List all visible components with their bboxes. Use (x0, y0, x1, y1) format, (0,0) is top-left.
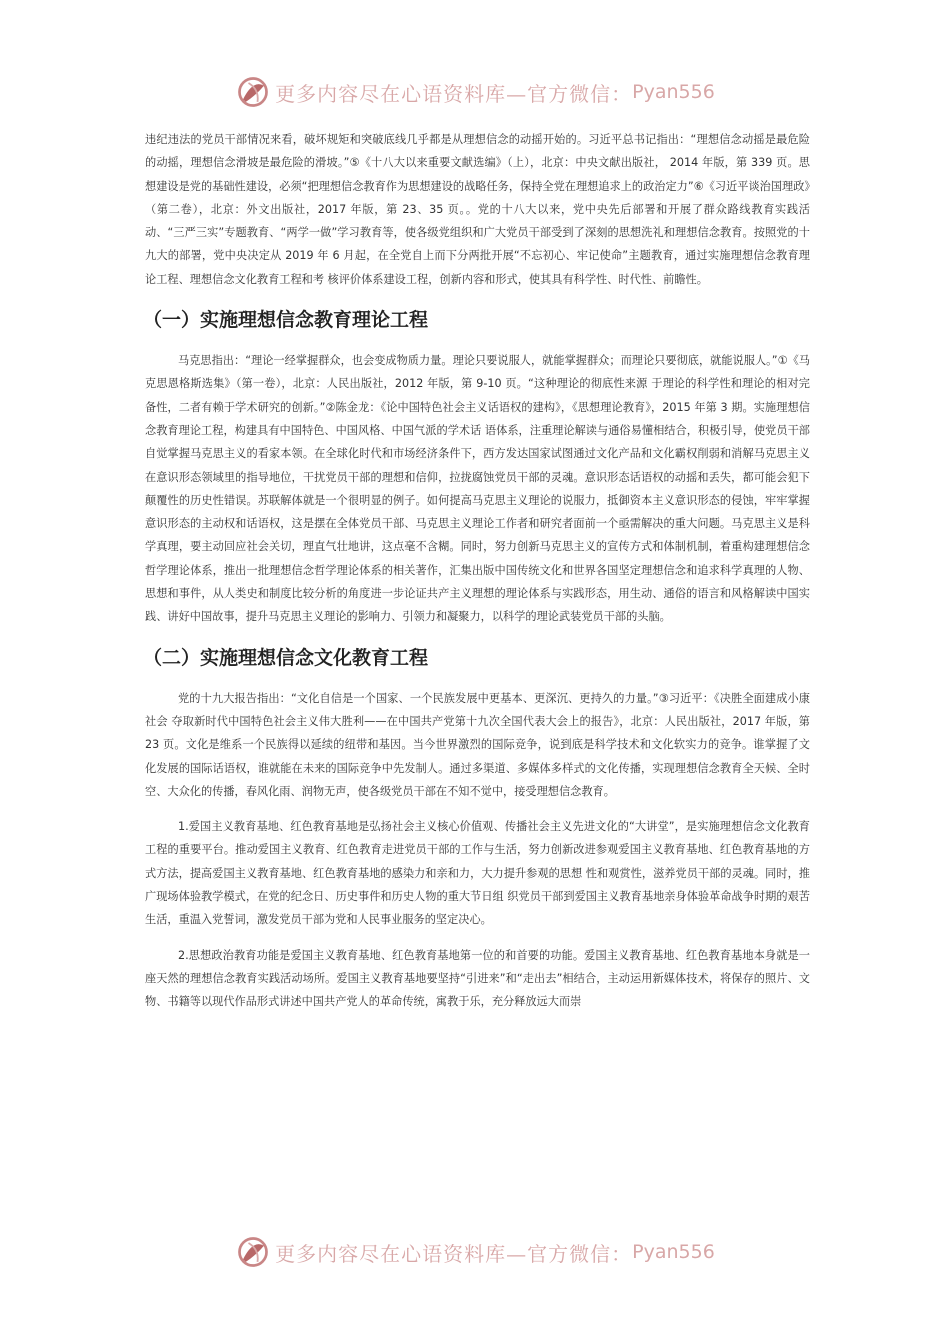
section-heading-culture: （二）实施理想信念文化教育工程 (143, 646, 429, 669)
paragraph-culture: 党的十九大报告指出：“文化自信是一个国家、一个民族发展中更基本、更深沉、更持久的力量。”③习近平：《决胜全面建成小康社会 夺取新时代中国特色社会主义伟大胜利——在中国共产党第十九次全国代表大会上的报告》，北京：人民出版社，2017 年版，第 23 页。文化是维系一个民族得以延续的纽带和基因。当今世界激烈的国际竞争，说到底是科学技术和文化软实力的竞争。谁掌握了文化发展的国际话语权，谁就能在未来的国际竞争中先发制人。通过多渠道、多媒体多样式的文化传播，实现理想信念教育全天候、全时空、大众化的传播，春风化雨、润物无声，使各级党员干部在不知不觉中，接受理想信念教育。 (145, 691, 810, 798)
watermark-wechat-id: Pyan556 (632, 1241, 715, 1263)
seal-swirl-icon (235, 74, 271, 110)
watermark-footer (0, 1232, 950, 1272)
watermark-wechat-id: Pyan556 (632, 81, 715, 103)
paragraph-theory: 马克思指出：“理论一经掌握群众，也会变成物质力量。理论只要说服人，就能掌握群众；而理论只要彻底，就能说服人。”①《马克思恩格斯选集》（第一卷），北京：人民出版社，2012 年版，第 9-10 页。“这种理论的彻底性来源 于理论的科学性和理论的相对完备性，二者有赖于学术研究的创新。”②陈金龙：《论中国特色社会主义话语权的建构》，《思想理论教育》，2015 年第 3 期。实施理想信念教育理论工程，构建具有中国特色、中国风格、中国气派的学术话 语体系，注重理论解读与通俗易懂相结合，积极引导，使党员干部自觉掌握马克思主义的看家本领。在全球化时代和市场经济条件下，西方发达国家试图通过文化产品和文化霸权削弱和消解马克思主义在意识形态领域里的指导地位，干扰党员干部的理想和信仰，拉拢腐蚀党员干部的灵魂。意识形态话语权的动摇和丢失，都可能会犯下颠覆性的历史性错误。苏联解体就是一个很明显的例子。如何提高马克思主义理论的说服力，抵御资本主义意识形态的侵蚀，牢牢掌握意识形态的主动权和话语权，这是摆在全体党员干部、马克思主义理论工作者和研究者面前一个亟需解决的重大问题。马克思主义是科学真理，要主动回应社会关切，理直气壮地讲，这点毫不含糊。同时，努力创新马克思主义的宣传方式和体制机制，着重构建理想信念哲学理论体系，推出一批理想信念哲学理论体系的相关著作，汇集出版中国传统文化和世界各国坚定理想信念和追求科学真理的人物、思想和事件，从人类史和制度比较分析的角度进一步论证共产主义理想的理论体系与实践形态，用生动、通俗的语言和风格解读中国实践、讲好中国故事，提升马克思主义理论的影响力、引领力和凝聚力，以科学的理论武装党员干部的头脑。 (145, 354, 810, 624)
section-heading-theory: （一）实施理想信念教育理论工程 (143, 309, 429, 332)
watermark-header (0, 72, 950, 112)
watermark-text: 更多内容尽在心语资料库—官方微信： (275, 81, 633, 106)
watermark-text: 更多内容尽在心语资料库—官方微信： (275, 1241, 633, 1266)
paragraph-intro: 违纪违法的党员干部情况来看，破坏规矩和突破底线几乎都是从理想信念的动摇开始的。习近平总书记指出：“理想信念动摇是最危险的动摇，理想信念滑坡是最危险的滑坡。”⑤《十八大以来重要文献选编》（上），北京：中央文献出版社， 2014 年版，第 339 页。思想建设是党的基础性建设，必须“把理想信念教育作为思想建设的战略任务，保持全党在理想追求上的政治定力”⑥《习近平谈治国理政》（第二卷），北京：外文出版社，2017 年版，第 23、35 页。。党的十八大以来，党中央先后部署和开展了群众路线教育实践活动、“三严三实”专题教育、“两学一做”学习教育等，使各级党组织和广大党员干部受到了深刻的思想洗礼和理想信念教育。按照党的十九大的部署，党中央决定从 2019 年 6 月起，在全党自上而下分两批开展“不忘初心、牢记使命”主题教育，通过实施理想信念教育理论工程、理想信念文化教育工程和考 核评价体系建设工程，创新内容和形式，使其具有科学性、时代性、前瞻性。 (145, 133, 810, 286)
document-body (145, 128, 810, 1026)
paragraph-item-2: 2.思想政治教育功能是爱国主义教育基地、红色教育基地第一位的和首要的功能。爱国主义教育基地、红色教育基地本身就是一座天然的理想信念教育实践活动场所。爱国主义教育基地要坚持“引进来”和“走出去”相结合，主动运用新媒体技术，将保存的照片、文物、书籍等以现代作品形式讲述中国共产党人的革命传统，寓教于乐，充分释放远大而崇 (145, 948, 810, 1009)
paragraph-item-1: 1.爱国主义教育基地、红色教育基地是弘扬社会主义核心价值观、传播社会主义先进文化的“大讲堂”，是实施理想信念文化教育工程的重要平台。推动爱国主义教育、红色教育走进党员干部的工作与生活，努力创新改进参观爱国主义教育基地、红色教育基地的方式方法，提高爱国主义教育基地、红色教育基地的感染力和亲和力，大力提升参观的思想 性和观赏性，滋养党员干部的灵魂。同时，推广现场体验教学模式，在党的纪念日、历史事件和历史人物的重大节日组 织党员干部到爱国主义教育基地亲身体验革命战争时期的艰苦生活，重温入党誓词，激发党员干部为党和人民事业服务的坚定决心。 (145, 820, 810, 927)
seal-swirl-icon (235, 1234, 271, 1270)
